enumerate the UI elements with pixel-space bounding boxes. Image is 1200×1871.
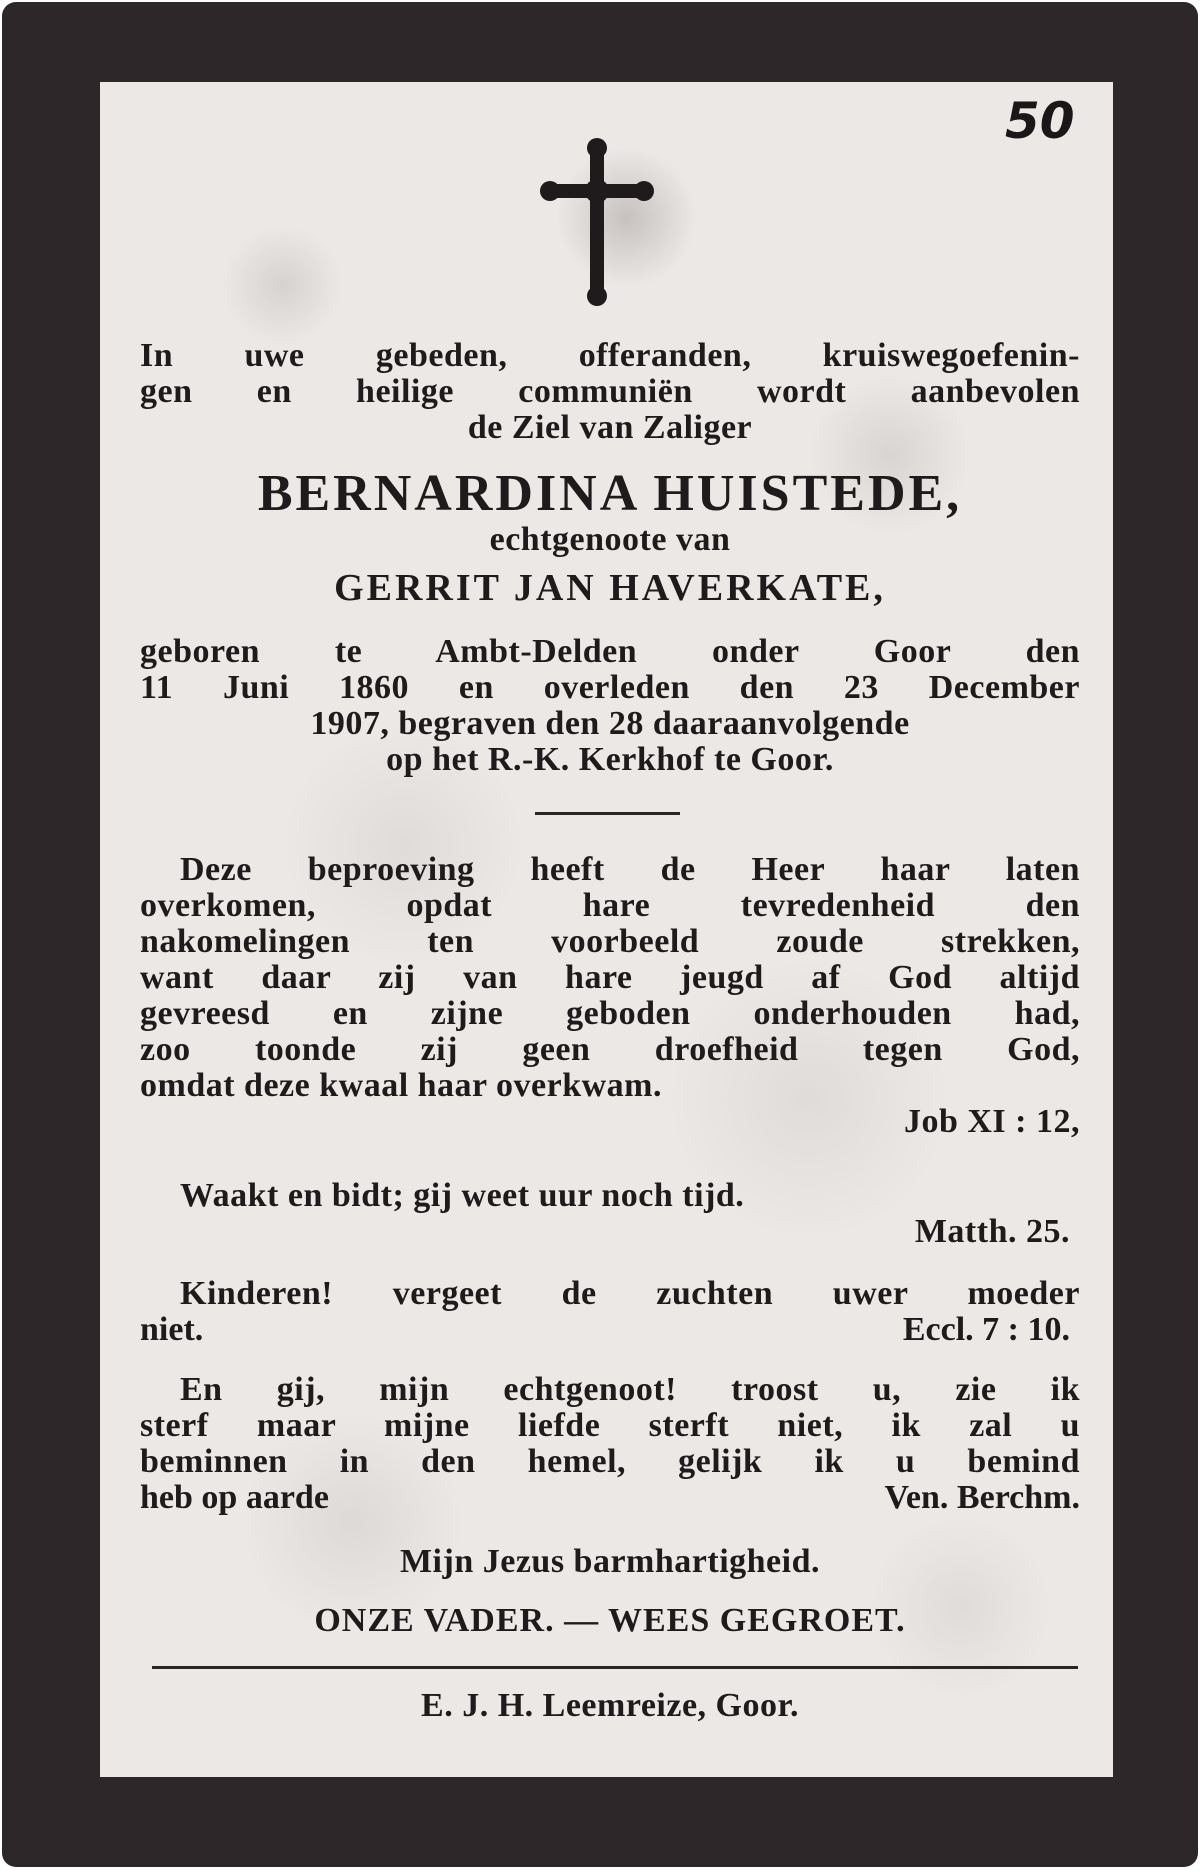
quote-children-text: Kinderen! vergeet de zuchten uwer moeder	[180, 1275, 1080, 1312]
prayer-text: Mijn Jezus barmhartigheid.	[399, 1543, 821, 1580]
life-details-line: geboren te Ambt-Delden onder Goor den	[140, 633, 1080, 670]
cross-icon	[540, 138, 654, 308]
quote-spouse-line: beminnen in den hemel, gelijk ik u bemind	[140, 1443, 1080, 1480]
printer-block	[140, 1688, 1080, 1724]
divider-long	[152, 1666, 1078, 1669]
intro-line: de Ziel van Zaliger	[467, 409, 753, 446]
intro-line: In uwe gebeden, offeranden, kruiswegoefenin-	[140, 337, 1080, 374]
quote-spouse	[140, 1372, 1080, 1516]
quote-watch-reference: Matth. 25.	[914, 1213, 1070, 1250]
quote-watch-text: Waakt en bidt; gij weet uur noch tijd.	[180, 1177, 745, 1214]
divider-short	[535, 812, 680, 815]
life-details-line: 11 Juni 1860 en overleden den 23 December	[140, 669, 1080, 706]
closing-block	[140, 1602, 1080, 1640]
quote-children	[140, 1276, 1080, 1348]
spouse-intro: echtgenoote van	[489, 521, 731, 558]
meditation-reference: Job XI : 12,	[903, 1103, 1080, 1140]
life-details-line: op het R.-K. Kerkhof te Goor.	[386, 741, 834, 778]
quote-spouse-text-end: heb op aarde	[140, 1479, 329, 1516]
quote-spouse-reference: Ven. Berchm.	[884, 1479, 1080, 1516]
meditation-line: overkomen, opdat hare tevredenheid den	[140, 887, 1080, 924]
quote-watch	[140, 1178, 1080, 1250]
spouse-name: GERRIT JAN HAVERKATE,	[334, 567, 886, 609]
intro-text	[140, 338, 1080, 446]
quote-spouse-last-line	[140, 1480, 1080, 1516]
printer-credit: E. J. H. Leemreize, Goor.	[421, 1687, 799, 1724]
page-number: 50	[1005, 92, 1075, 150]
closing-prayers: ONZE VADER. — WEES GEGROET.	[314, 1602, 906, 1639]
quote-spouse-line: sterf maar mijne liefde sterft niet, ik zal u	[140, 1407, 1080, 1444]
meditation-line: gevreesd en zijne geboden onderhouden had,	[140, 995, 1080, 1032]
prayer-block	[140, 1544, 1080, 1580]
spouse-intro-block	[140, 522, 1080, 558]
meditation-line: want daar zij van hare jeugd af God altijd	[140, 959, 1080, 996]
quote-children-last-line	[140, 1312, 1080, 1348]
meditation-line: nakomelingen ten voorbeeld zoude strekken,	[140, 923, 1080, 960]
spouse-name-block	[140, 566, 1080, 610]
deceased-name-block	[140, 464, 1080, 524]
meditation-line: omdat deze kwaal haar overkwam.	[140, 1067, 662, 1104]
quote-children-reference: Eccl. 7 : 10.	[902, 1311, 1070, 1348]
meditation-line: zoo toonde zij geen droefheid tegen God,	[140, 1031, 1080, 1068]
quote-children-text-end: niet.	[140, 1311, 204, 1348]
intro-line: gen en heilige communiën wordt aanbevolen	[140, 373, 1080, 410]
meditation-line: Deze beproeving heeft de Heer haar laten	[180, 851, 1080, 888]
quote-spouse-line: En gij, mijn echtgenoot! troost u, zie ik	[180, 1371, 1080, 1408]
life-details	[140, 634, 1080, 778]
meditation-text	[140, 852, 1080, 1140]
life-details-line: 1907, begraven den 28 daaraanvolgende	[310, 705, 910, 742]
deceased-name: BERNARDINA HUISTEDE,	[257, 465, 963, 522]
